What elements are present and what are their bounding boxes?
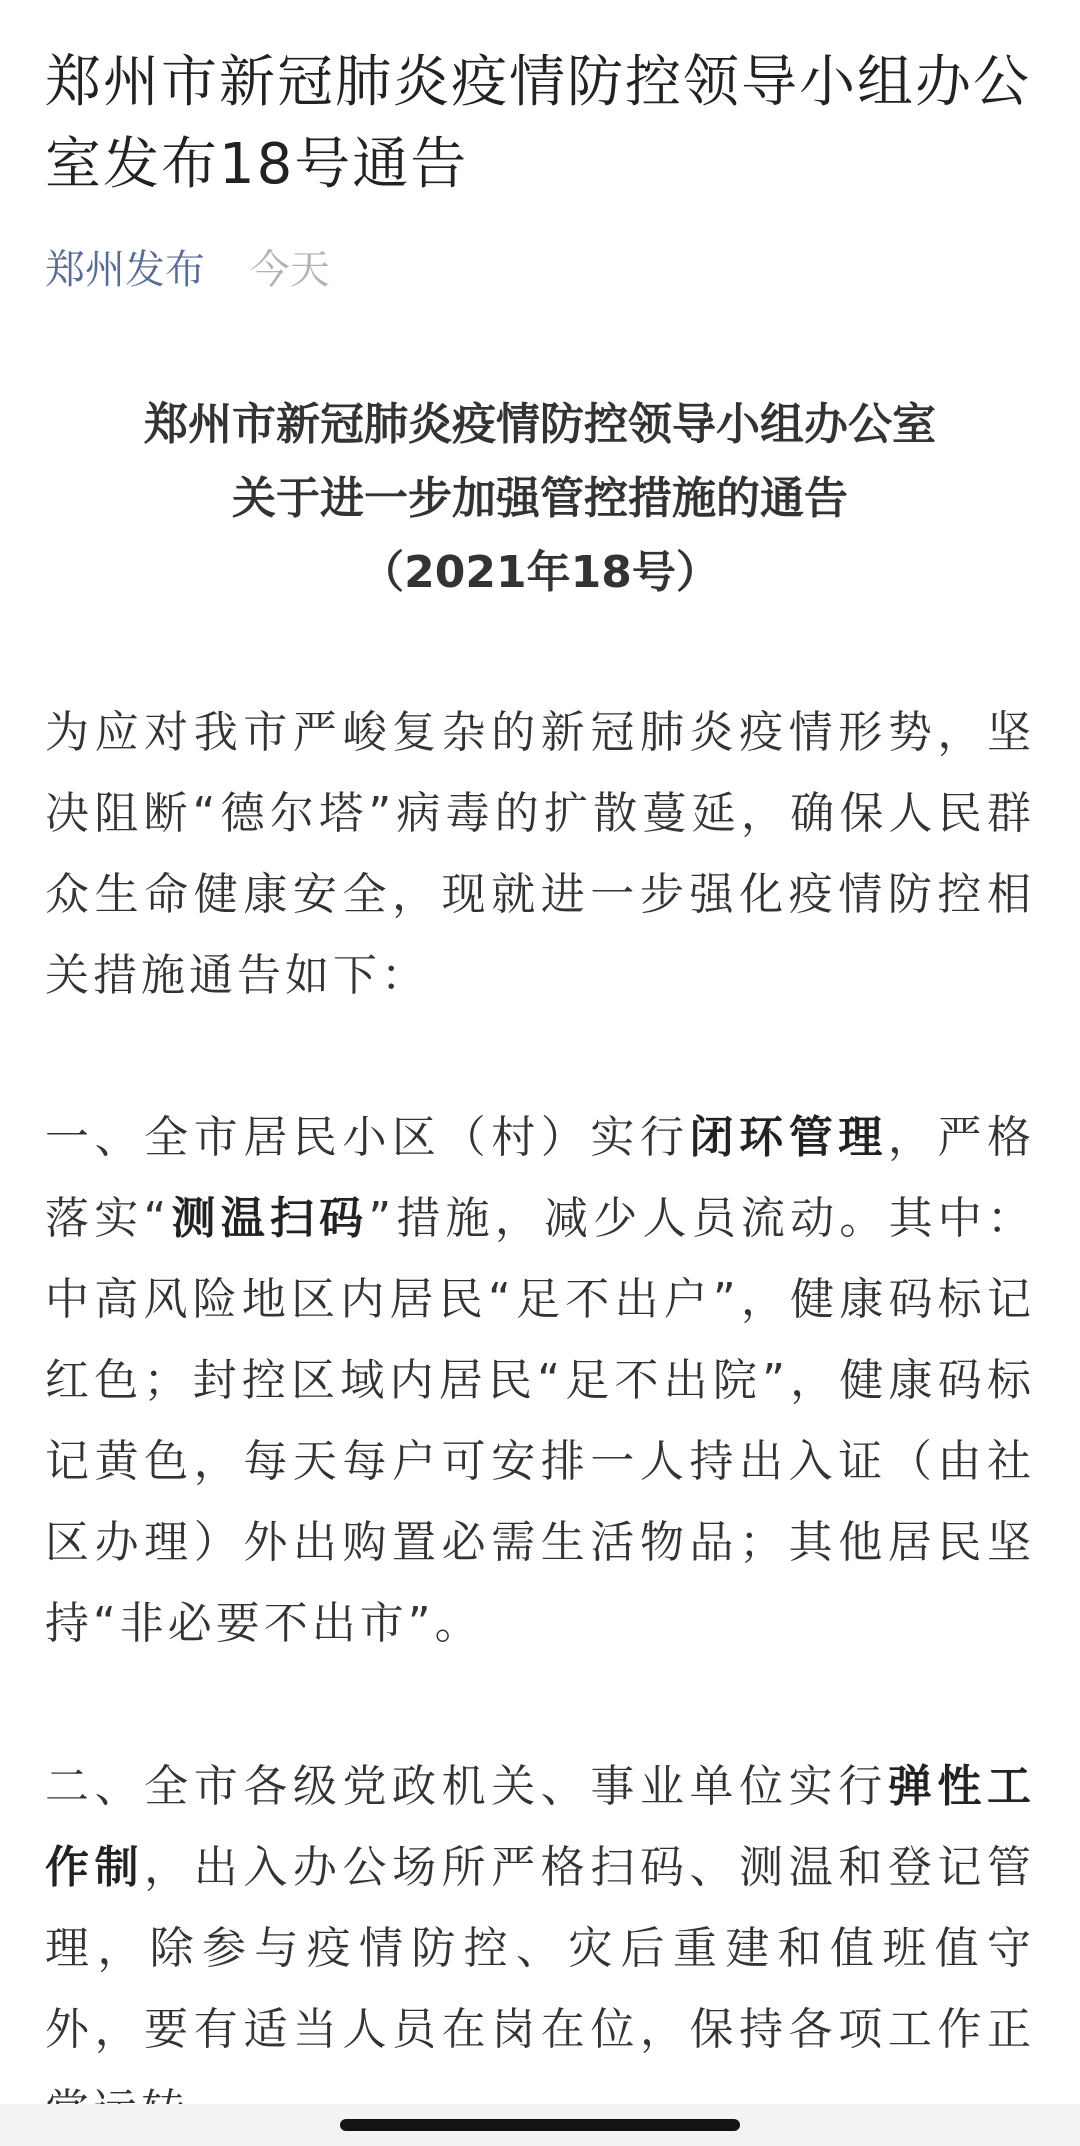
publish-date: 今天 — [249, 247, 330, 293]
notice-heading-line-1: 郑州市新冠肺炎疫情防控领导小组办公室 — [144, 399, 936, 450]
bottom-gesture-area — [0, 2104, 1080, 2146]
paragraph-two-text-2: ，出入办公场所严格扫码、测温和登记管理，除参与疫情防控、灾后重建和值班值守外，要有适当人员在岗在位，保持各项工作正 — [45, 1842, 1036, 2055]
article-meta — [45, 240, 330, 300]
paragraph-one-text-2: ，严格落实“ — [45, 1112, 1036, 1244]
intro-paragraph: 为应对我市严峻复杂的新冠肺炎疫情形势，坚决阻断“德尔塔”病毒的扩散蔓延，确保人民群众生命健康安全，现就进一步强化疫情防控相关措施通告如下： — [45, 707, 1035, 1001]
paragraph-one-text-1: 一、全市居民小区（村）实行 — [45, 1112, 690, 1163]
paragraph-one-bold-1: 闭环管理 — [689, 1112, 888, 1163]
paragraph-one-bold-2: 测温扫码 — [170, 1193, 369, 1244]
paragraph-item-two — [45, 1746, 1035, 2146]
author-link[interactable]: 郑州发布 — [45, 247, 205, 293]
paragraph-two-text-1: 二、全市各级党政机关、事业单位实行 — [45, 1761, 888, 1812]
notice-heading — [0, 388, 1080, 610]
paragraph-one-text-3: ”措施，减少人员流动。其中：中高风险地区内居民“足不出户”，健康码标记红色；封控区域内居民“足不出院”，健康码标记黄色，每天每户可安排一人持出入证（由社区办理）外出购置必需生活物品；其他居民坚持“非必要不出市”。 — [45, 1193, 1036, 1649]
paragraph-two-bold-1: 弹性工作制 — [45, 1761, 1036, 1893]
notice-heading-line-2: 关于进一步加强管控措施的通告 — [232, 473, 848, 524]
article-title: 郑州市新冠肺炎疫情防控领导小组办公室发布18号通告 — [45, 50, 1031, 197]
notice-heading-line-3: （2021年18号） — [360, 547, 720, 598]
paragraph-item-one — [45, 1097, 1035, 1664]
home-indicator[interactable] — [340, 2119, 740, 2131]
